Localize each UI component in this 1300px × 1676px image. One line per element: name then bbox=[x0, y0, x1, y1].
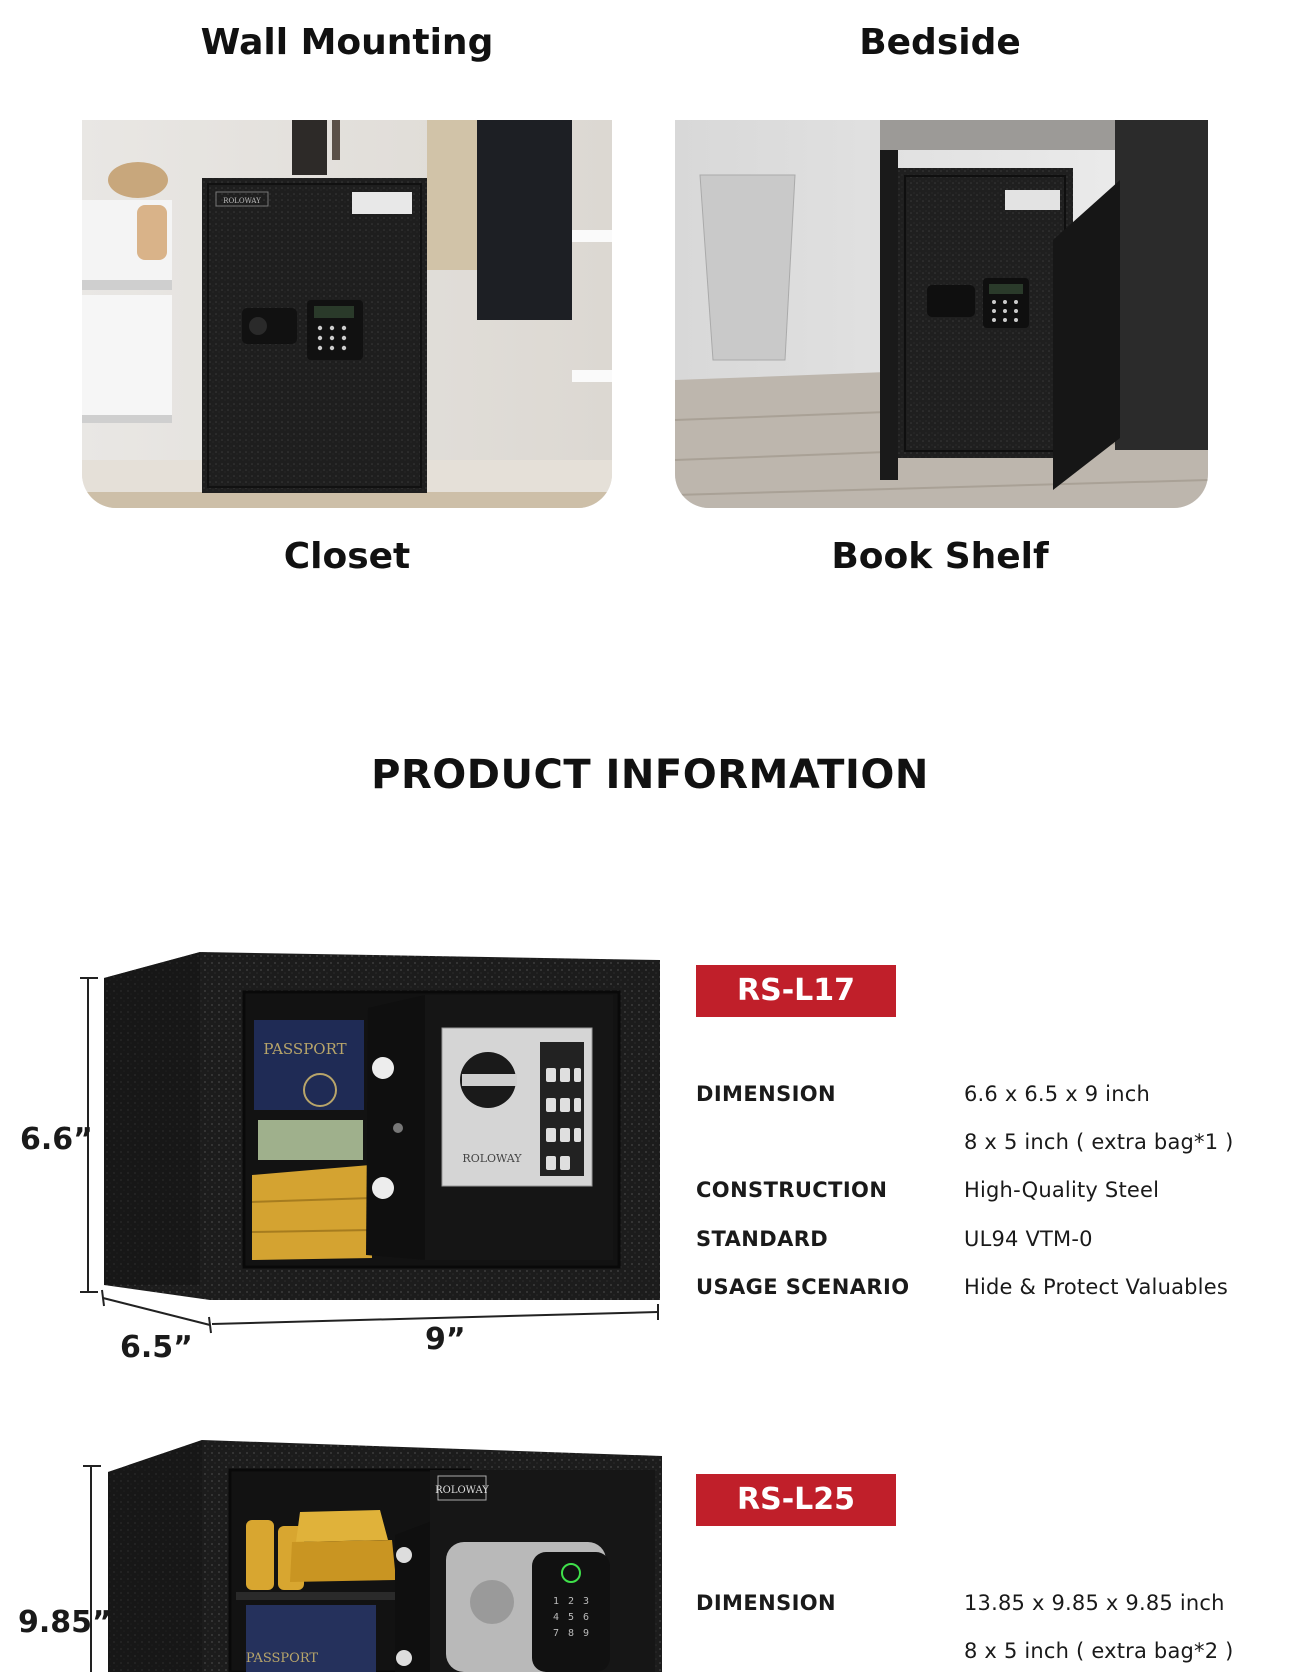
product-1-passport-text: PASSPORT bbox=[263, 1040, 347, 1058]
product-1-model-badge: RS-L17 bbox=[696, 965, 896, 1017]
product-1-spec-label-construction: CONSTRUCTION bbox=[696, 1178, 888, 1202]
product-1-spec-label-usage: USAGE SCENARIO bbox=[696, 1275, 910, 1299]
product-2-key-7: 7 bbox=[552, 1628, 560, 1639]
product-1-safe-brand: ROLOWAY bbox=[462, 1152, 522, 1165]
product-1-spec-value-construction: High-Quality Steel bbox=[964, 1178, 1160, 1202]
section-title: PRODUCT INFORMATION bbox=[371, 752, 929, 798]
product-2-height-label: 9.85” bbox=[18, 1605, 112, 1640]
product-2-spec-label-dimension: DIMENSION bbox=[696, 1591, 837, 1615]
scene-title-book-shelf: Book Shelf bbox=[831, 536, 1049, 577]
product-2-safe-brand: ROLOWAY bbox=[435, 1485, 489, 1496]
scene-title-bedside: Bedside bbox=[859, 22, 1021, 63]
product-2-passport-text: PASSPORT bbox=[245, 1651, 319, 1666]
product-2-key-9: 9 bbox=[582, 1628, 590, 1639]
product-1-spec-label-dimension: DIMENSION bbox=[696, 1082, 837, 1106]
scene-title-closet: Closet bbox=[283, 536, 411, 577]
product-1-spec-label-standard: STANDARD bbox=[696, 1227, 829, 1251]
product-1-spec-value-extra-bag: 8 x 5 inch ( extra bag*1 ) bbox=[964, 1130, 1234, 1154]
product-2-model-badge: RS-L25 bbox=[696, 1474, 896, 1526]
product-2-spec-value-extra-bag: 8 x 5 inch ( extra bag*2 ) bbox=[964, 1639, 1234, 1663]
product-1-image bbox=[0, 940, 680, 1370]
product-2-key-8: 8 bbox=[567, 1628, 575, 1639]
product-2-key-1: 1 bbox=[552, 1596, 560, 1607]
product-2-key-5: 5 bbox=[567, 1612, 575, 1623]
product-2-spec-value-dimension: 13.85 x 9.85 x 9.85 inch bbox=[964, 1591, 1225, 1615]
bookshelf-photo bbox=[675, 120, 1208, 508]
product-2-key-2: 2 bbox=[567, 1596, 575, 1607]
closet-safe-brand: ROLOWAY bbox=[223, 197, 261, 205]
product-2-key-6: 6 bbox=[582, 1612, 590, 1623]
closet-photo bbox=[82, 120, 612, 508]
product-1-spec-value-dimension: 6.6 x 6.5 x 9 inch bbox=[964, 1082, 1150, 1106]
product-1-spec-value-standard: UL94 VTM-0 bbox=[964, 1227, 1093, 1251]
product-2-key-4: 4 bbox=[552, 1612, 560, 1623]
product-1-depth-label: 6.5” bbox=[120, 1330, 193, 1365]
scene-title-wall-mounting: Wall Mounting bbox=[200, 22, 494, 63]
product-1-spec-value-usage: Hide & Protect Valuables bbox=[964, 1275, 1228, 1299]
product-1-height-label: 6.6” bbox=[20, 1122, 93, 1157]
product-2-key-3: 3 bbox=[582, 1596, 590, 1607]
product-1-width-label: 9” bbox=[425, 1322, 466, 1357]
